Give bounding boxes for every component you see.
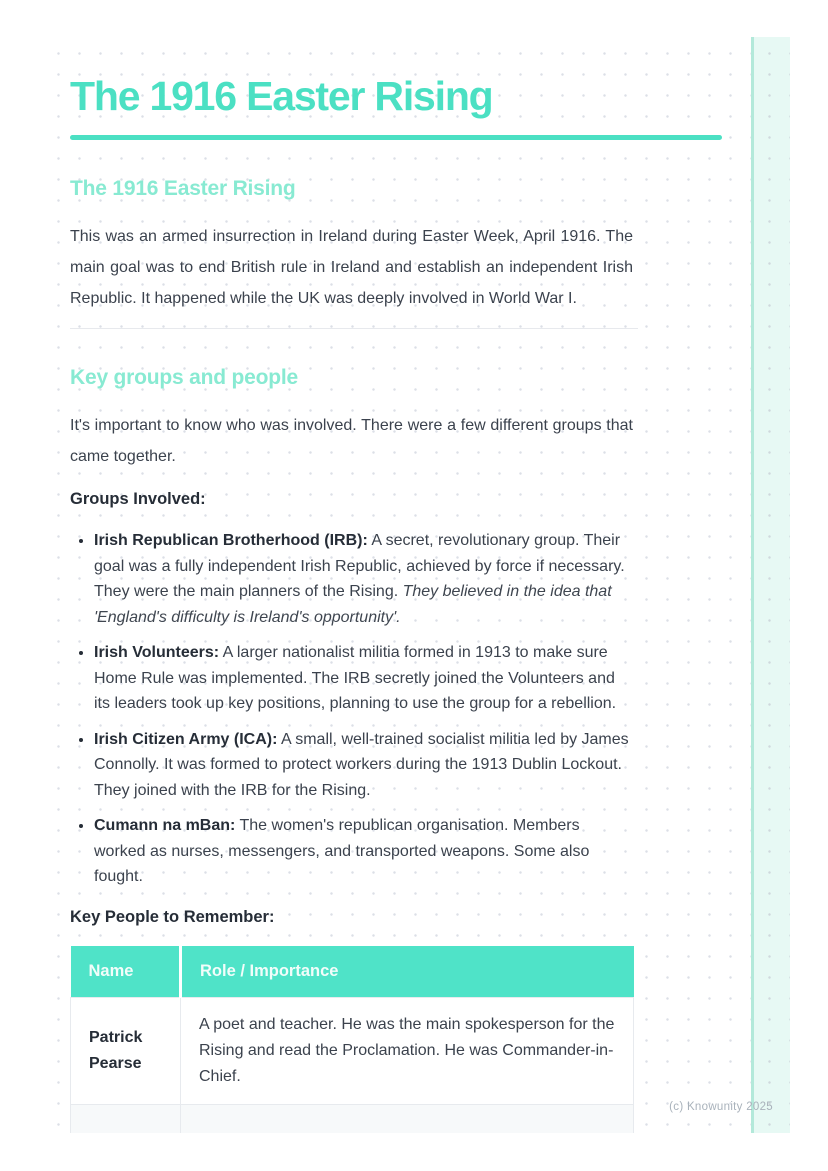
list-item-text: A larger nationalist militia formed in 1913 to make sure Home Rule was implemented. The IRB secretly joined the Volunteers and its leaders took up key positions, planning to use the group for a rebellion. <box>94 644 617 712</box>
section-heading-key-groups: Key groups and people <box>70 366 298 389</box>
groups-list <box>70 528 633 890</box>
copyright-note: (c) Knowunity 2025 <box>669 1101 773 1113</box>
list-item-term: Irish Volunteers: <box>94 644 220 661</box>
table-row-partial <box>71 1104 634 1133</box>
list-item-text: The women's republican organisation. Members worked as nurses, messengers, and transported weapons. Some also fought. <box>94 817 590 885</box>
list-item-term: Irish Republican Brotherhood (IRB): <box>94 532 368 549</box>
table-header-row <box>71 946 634 998</box>
page-edge-stripe <box>751 37 790 1133</box>
key-people-label: Key People to Remember: <box>70 907 275 926</box>
table-cell-role: A poet and teacher. He was the main spokesperson for the Rising and read the Proclamation. He was Commander-in-Chief. <box>181 997 634 1104</box>
key-people-table <box>70 946 634 1134</box>
document-page <box>43 37 790 1133</box>
table-header-role: Role / Importance <box>181 946 634 998</box>
document-content <box>70 37 633 1133</box>
list-item-text: A secret, revolutionary group. Their goal was a fully independent Irish Republic, achieved by force if necessary. They were the main planners of the Rising. <box>94 532 625 600</box>
list-item-irb <box>94 528 633 630</box>
groups-involved-label: Groups Involved: <box>70 490 206 508</box>
section-divider <box>70 328 638 329</box>
key-groups-paragraph: It's important to know who was involved. There were a few different groups that came together. <box>70 417 633 465</box>
table-row-pearse <box>71 997 634 1104</box>
intro-paragraph: This was an armed insurrection in Ireland during Easter Week, April 1916. The main goal was to end British rule in Ireland and establish an independent Irish Republic. It happened while the UK was deeply involved in World War I. <box>70 228 633 307</box>
list-item-text: A small, well-trained socialist militia led by James Connolly. It was formed to protect workers during the 1913 Dublin Lockout. They joined with the IRB for the Rising. <box>94 730 629 799</box>
page-title: The 1916 Easter Rising <box>70 73 493 119</box>
table-cell-empty <box>181 1104 634 1133</box>
list-item-ica <box>94 727 633 804</box>
list-item-italic: They believed in the idea that 'England's difficulty is Ireland's opportunity'. <box>94 583 612 626</box>
title-underline-rule <box>70 135 722 140</box>
section-heading-intro: The 1916 Easter Rising <box>70 177 296 200</box>
list-item-term: Cumann na mBan: <box>94 817 236 834</box>
list-item-cumann <box>94 813 633 890</box>
list-item-volunteers <box>94 640 633 717</box>
table-cell-name: Patrick Pearse <box>71 997 181 1104</box>
table-header-name: Name <box>71 946 181 998</box>
list-item-term: Irish Citizen Army (ICA): <box>94 730 278 748</box>
table-cell-empty <box>71 1104 181 1133</box>
